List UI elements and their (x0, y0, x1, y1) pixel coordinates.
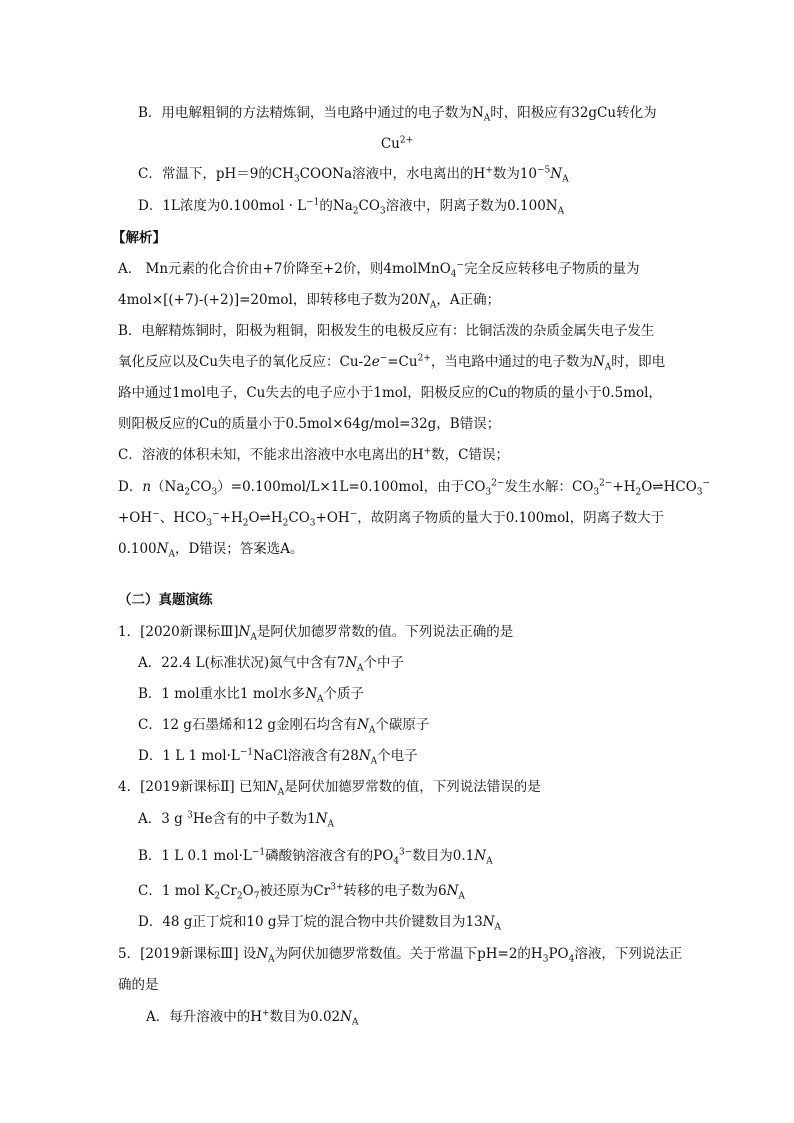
analysis-a-line1: A． Mn元素的化合价由+7价降至+2价，则4molMnO$_4$−完全反应转移电子物质的量为 (118, 260, 640, 280)
analysis-b-line1: B．电解精炼铜时，阳极为粗铜，阳极发生的电极反应有：比铜活泼的杂质金属失电子发生 (118, 323, 655, 339)
q1-stem: 1．[2020新课标$Ⅲ]N_A$是阿伏加德罗常数的值。下列说法正确的是 (118, 624, 514, 643)
q4-stem: 4．[2019新课标Ⅱ] 已知$N_A$是阿伏加德罗常数的值，下列说法错误的是 (118, 779, 541, 798)
analysis-d-line3: $0.100N_A$，D错误；答案选A。 (118, 541, 304, 560)
q4-option-d: D．48 g正丁烷和10 g异丁烷的混合物中共价键数目为$13N_A$ (138, 914, 502, 933)
analysis-b-line2: 氧化反应以及Cu失电子的氧化反应：$Cu-2e^-=Cu^{2+}$，当电路中通过的电子数为$N_A$时，即电 (118, 353, 666, 373)
option-b-line1: B．用电解粗铜的方法精炼铜，当电路中通过的电子数为$N_A$时，阳极应有32gCu转化为 (138, 105, 657, 124)
analysis-b-line3: 路中通过1mol电子，Cu失去的电子应小于1mol，阳极反应的Cu的物质的量小于0.5mol， (118, 385, 662, 401)
analysis-c-line1: C．溶液的体积未知，不能求出溶液中水电离出的H+数，C错误； (118, 446, 509, 463)
q4-option-b: B．1 L 0.1 $mol\cdot L^{-1}$磷酸钠溶液含有的$PO_4^{3-}$数目为$0.1N_A$ (138, 847, 493, 867)
option-d: D．1L浓度为$0.100mol \cdot L^{-1}$的$Na_2CO_3$溶液中，阴离子数为$0.100N_A$ (138, 197, 565, 217)
q4-option-a: A．3 g $^3$He含有的中子数为$1N_A$ (138, 810, 334, 830)
q1-option-d: D．1 L 1 $mol\cdot L^{-1}NaCl$溶液含有$28N_A$个电子 (138, 747, 418, 767)
analysis-b-line4: 则阳极反应的Cu的质量小于0.5mol×64g/mol=32g，B错误； (118, 416, 501, 432)
option-b-line2: $Cu^{2+}$ (380, 135, 414, 152)
q1-option-c: C．12 g石墨烯和12 g金刚石均含有$N_A$个碳原子 (138, 717, 430, 736)
analysis-d-line2: +OH−、$HCO_3^-+H_2O\rightleftharpoons H_2CO_3+OH^-$，故阴离子物质的量大于0.100mol，阴离子数大于 (118, 509, 665, 529)
analysis-d-line1: D．$n(Na_2CO_3)=0.100mol/L\times 1L=0.100mol$，由于$CO_3^{2-}$发生水解：$CO_3^{2-}+H_2O\rightleftharpoons HCO_3^-$ (118, 478, 711, 498)
q5-stem-line2: 确的是 (118, 977, 159, 993)
option-c: C．常温下，pH＝9的$CH_3COONa$溶液中，水电离出的H+数为$10^{-5}N_A$ (138, 165, 569, 185)
q5-option-a: A．每升溶液中的H+数目为$0.02N_A$ (146, 1008, 359, 1028)
analysis-a-line2: 4mol×[(+7)-(+2)]=20mol，即转移电子数为$20N_A$，A正确； (118, 292, 501, 311)
analysis-heading: 【解析】 (112, 230, 166, 246)
section-title: （二）真题演练 (118, 592, 213, 608)
q1-option-b: B．1 mol重水比1 mol水多$N_A$个质子 (138, 686, 364, 705)
q5-stem-line1: 5．[2019新课标Ⅲ] 设$N_A$为阿伏加德罗常数值。关于常温下pH=2的$H_3PO_4$溶液，下列说法正 (118, 946, 683, 965)
q1-option-a: A．22.4 L(标准状况)氮气中含有$7N_A$个中子 (138, 655, 404, 674)
q4-option-c: C．1 mol $K_2Cr_2O_7$被还原为$Cr^{3+}$转移的电子数为$6N_A$ (138, 882, 465, 902)
